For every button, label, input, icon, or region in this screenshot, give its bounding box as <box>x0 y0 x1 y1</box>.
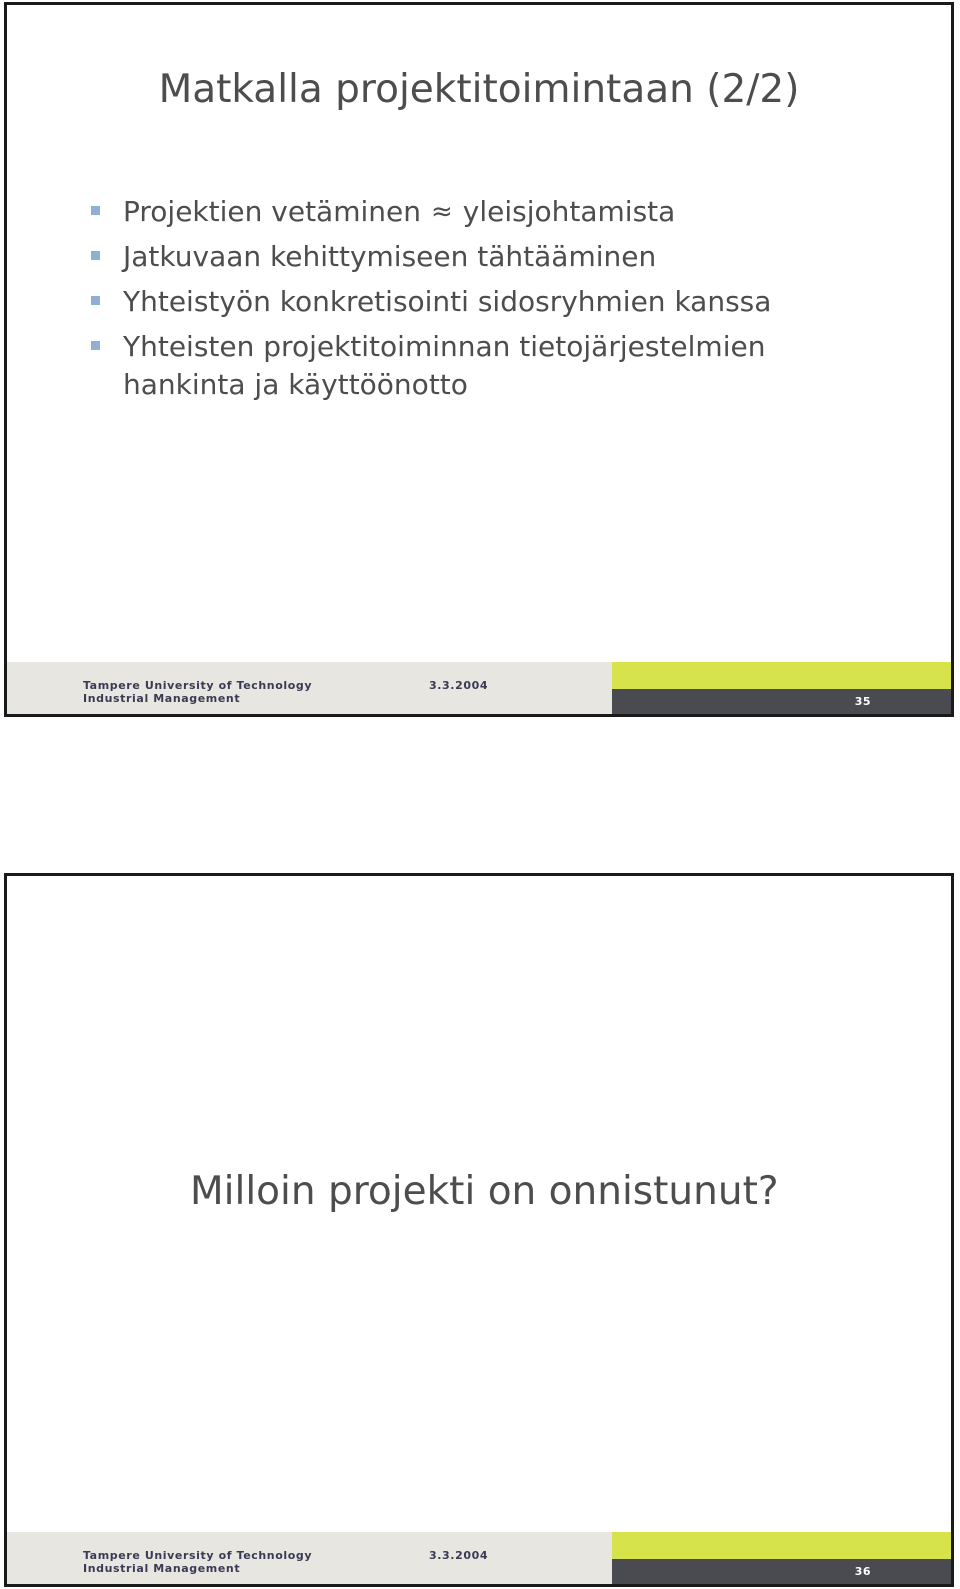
bullet-item <box>87 193 927 231</box>
slide-title: Milloin projekti on onnistunut? <box>190 1169 779 1214</box>
footer-org-line1: Tampere University of Technology <box>83 1549 313 1562</box>
footer-lime-band <box>612 662 951 689</box>
square-bullet-icon <box>91 206 100 215</box>
square-bullet-icon <box>91 251 100 260</box>
square-bullet-icon <box>91 296 100 305</box>
bullet-text-line1: Yhteisten projektitoiminnan tietojärjestelmien <box>123 330 766 363</box>
bullet-text-line2: hankinta ja käyttöönotto <box>123 368 468 401</box>
bullet-item <box>87 238 927 276</box>
slide-36 <box>4 873 954 1587</box>
bullet-item <box>87 283 927 321</box>
footer-dark-band <box>612 1559 951 1584</box>
footer-date: 3.3.2004 <box>429 679 489 692</box>
slide-footer <box>7 1532 951 1584</box>
slide-footer <box>7 662 951 714</box>
bullet-text: Jatkuvaan kehittymiseen tähtääminen <box>123 240 657 273</box>
square-bullet-icon <box>91 341 100 350</box>
footer-organization <box>83 1549 312 1575</box>
footer-dark-band <box>612 689 951 714</box>
footer-org-line2: Industrial Management <box>83 692 241 705</box>
bullet-text-after: yleisjohtamista <box>462 195 676 228</box>
footer-org-line1: Tampere University of Technology <box>83 679 313 692</box>
bullet-text: Yhteistyön konkretisointi sidosryhmien kanssa <box>123 285 772 318</box>
approx-symbol: ≈ <box>430 197 453 227</box>
footer-organization <box>83 679 312 705</box>
slide-title: Matkalla projektitoimintaan (2/2) <box>158 67 800 112</box>
slide-35 <box>4 2 954 717</box>
bullet-list <box>87 193 927 411</box>
bullet-text-before: Projektien vetäminen <box>123 195 421 228</box>
page-number: 35 <box>854 695 871 708</box>
footer-org-line2: Industrial Management <box>83 1562 241 1575</box>
bullet-item <box>87 328 927 404</box>
page-number: 36 <box>854 1565 871 1578</box>
footer-date: 3.3.2004 <box>429 1549 489 1562</box>
footer-lime-band <box>612 1532 951 1559</box>
